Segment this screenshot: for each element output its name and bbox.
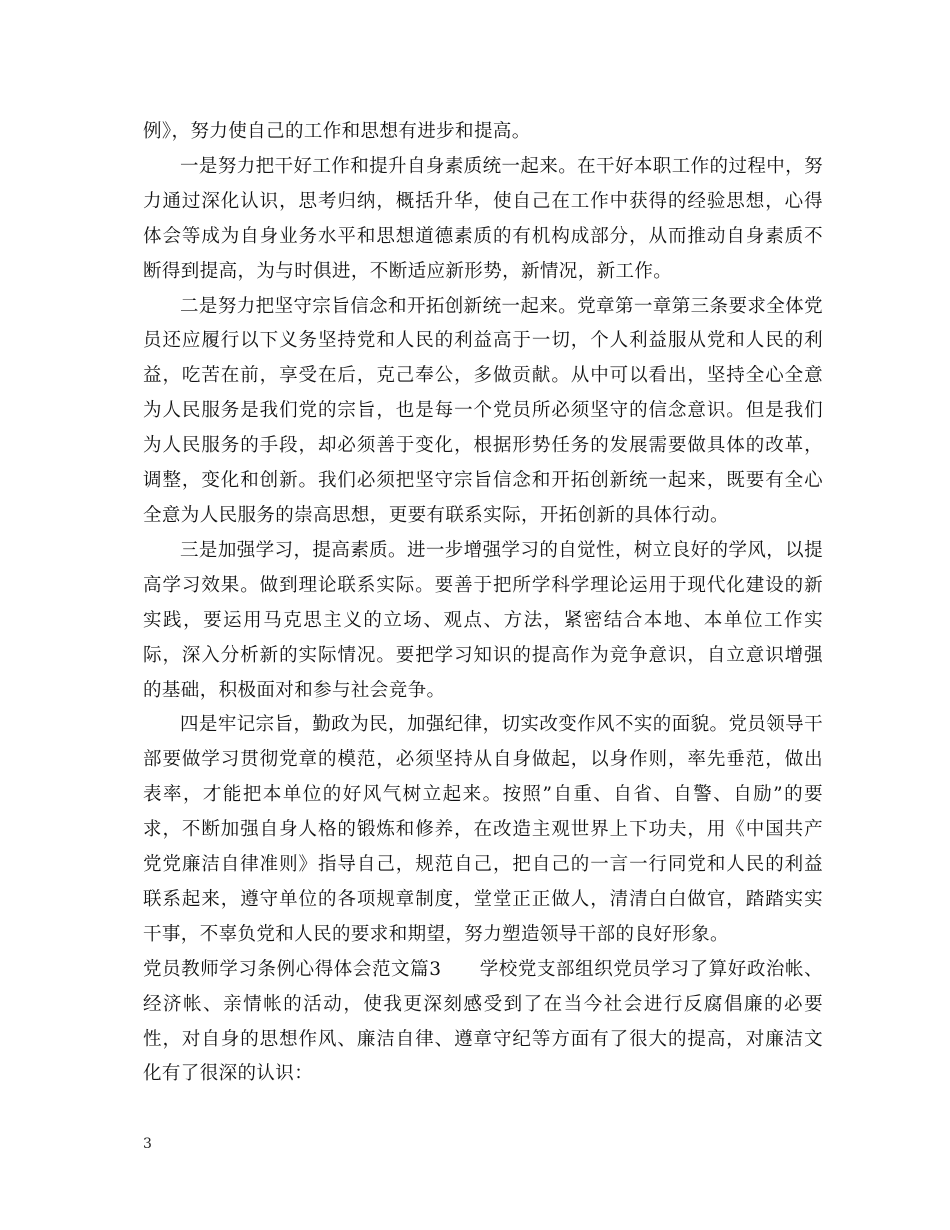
paragraph-continuation: 例》，努力使自己的工作和思想有进步和提高。 — [143, 121, 531, 142]
paragraph-essay-three: 党员教师学习条例心得体会范文篇3 学校党支部组织党员学习了算好政治帐、经济帐、亲情帐的活动，使我更深刻感受到了在当今社会进行反腐倡廉的必要性，对自身的思想作风、廉洁自律、遵章守纪等方面有了很大的提高，对廉洁文化有了很深的认识： — [143, 958, 823, 1085]
paragraph-point-four: 四是牢记宗旨，勤政为民，加强纪律，切实改变作风不实的面貌。党员领导干部要做学习贯彻党章的模范，必须坚持从自身做起，以身作则，率先垂范，做出表率，才能把本单位的好风气树立起来。按照”自重、自省、自警、自励”的要求，不断加强自身人格的锻炼和修养，在改造主观世界上下功夫，用《中国共产党党廉洁自律准则》指导自己，规范自己，把自己的一言一行同党和人民的利益联系起来，遵守单位的各项规章制度，堂堂正正做人，清清白白做官，踏踏实实干事，不辜负党和人民的要求和期望，努力塑造领导干部的良好形象。 — [143, 714, 823, 945]
body-text — [143, 115, 823, 1092]
paragraph-point-two: 二是努力把坚守宗旨信念和开拓创新统一起来。党章第一章第三条要求全体党员还应履行以下义务坚持党和人民的利益高于一切，个人利益服从党和人民的利益，吃苦在前，享受在后，克己奉公，多做贡献。从中可以看出，坚持全心全意为人民服务是我们党的宗旨，也是每一个党员所必须坚守的信念意识。但是我们为人民服务的手段，却必须善于变化，根据形势任务的发展需要做具体的改革，调整，变化和创新。我们必须把坚守宗旨信念和开拓创新统一起来，既要有全心全意为人民服务的崇高思想，更要有联系实际，开拓创新的具体行动。 — [143, 295, 823, 526]
page-number: 3 — [143, 1136, 152, 1152]
paragraph-point-one: 一是努力把干好工作和提升自身素质统一起来。在干好本职工作的过程中，努力通过深化认识，思考归纳，概括升华，使自己在工作中获得的经验思想，心得体会等成为自身业务水平和思想道德素质的有机构成部分，从而推动自身素质不断得到提高，为与时俱进，不断适应新形势，新情况，新工作。 — [143, 155, 823, 282]
paragraph-point-three: 三是加强学习，提高素质。进一步增强学习的自觉性，树立良好的学风，以提高学习效果。做到理论联系实际。要善于把所学科学理论运用于现代化建设的新实践，要运用马克思主义的立场、观点、方法，紧密结合本地、本单位工作实际，深入分析新的实际情况。要把学习知识的提高作为竞争意识，自立意识增强的基础，积极面对和参与社会竞争。 — [143, 539, 823, 701]
